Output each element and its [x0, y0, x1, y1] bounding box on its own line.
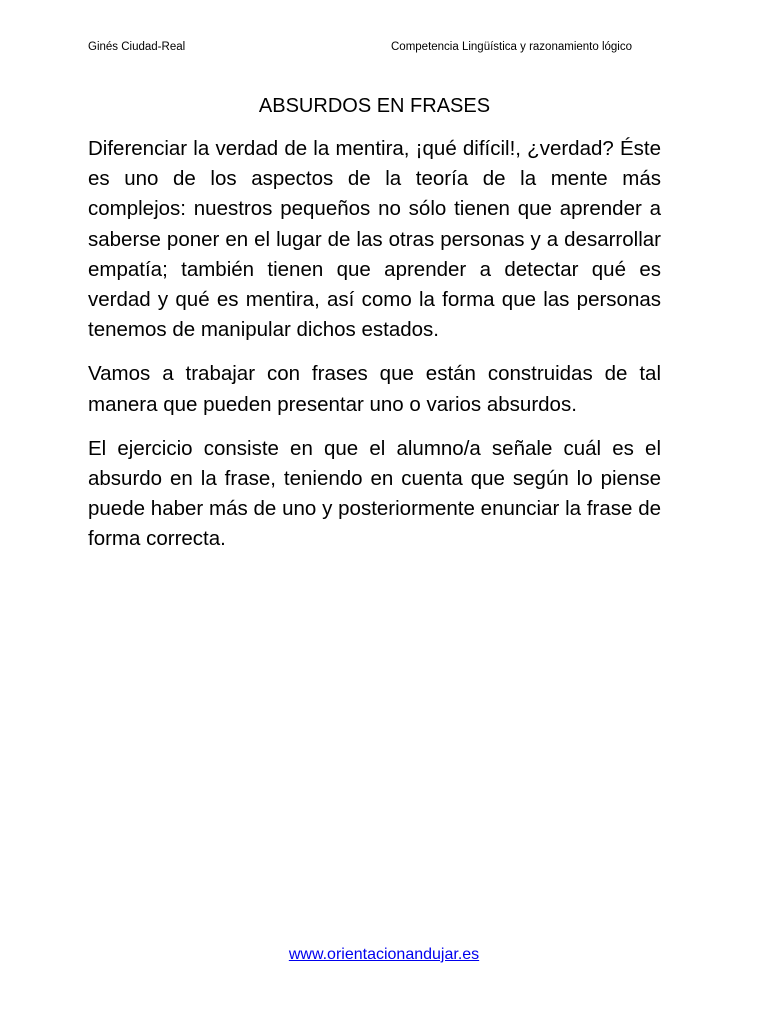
page-title: ABSURDOS EN FRASES	[258, 95, 491, 117]
paragraph-instructions: El ejercicio consiste en que el alumno/a señale cuál es el absurdo en la frase, teniendo en cuenta que según lo piense puede haber más de uno y posteriormente enunciar la frase de forma correcta.	[88, 436, 661, 551]
body-text	[88, 134, 661, 569]
paragraph-intro: Diferenciar la verdad de la mentira, ¡qué difícil!, ¿verdad? Éste es uno de los aspectos de la teoría de la mente más complejos: nuestros pequeños no sólo tienen que aprender a saberse poner en el lugar de las otras personas y a desarrollar empatía; también tienen que aprender a detectar qué es verdad y qué es mentira, así como la forma que las personas tenemos de manipular dichos estados.	[88, 137, 661, 342]
page-footer	[0, 944, 768, 966]
website-link[interactable]: www.orientacionandujar.es	[288, 946, 480, 963]
page-header	[88, 38, 680, 56]
paragraph-purpose: Vamos a trabajar con frases que están construidas de tal manera que pueden presentar uno o varios absurdos.	[88, 362, 661, 416]
header-subject: Competencia Lingüística y razonamiento lógico	[391, 41, 632, 53]
header-author: Ginés Ciudad-Real	[88, 41, 186, 53]
